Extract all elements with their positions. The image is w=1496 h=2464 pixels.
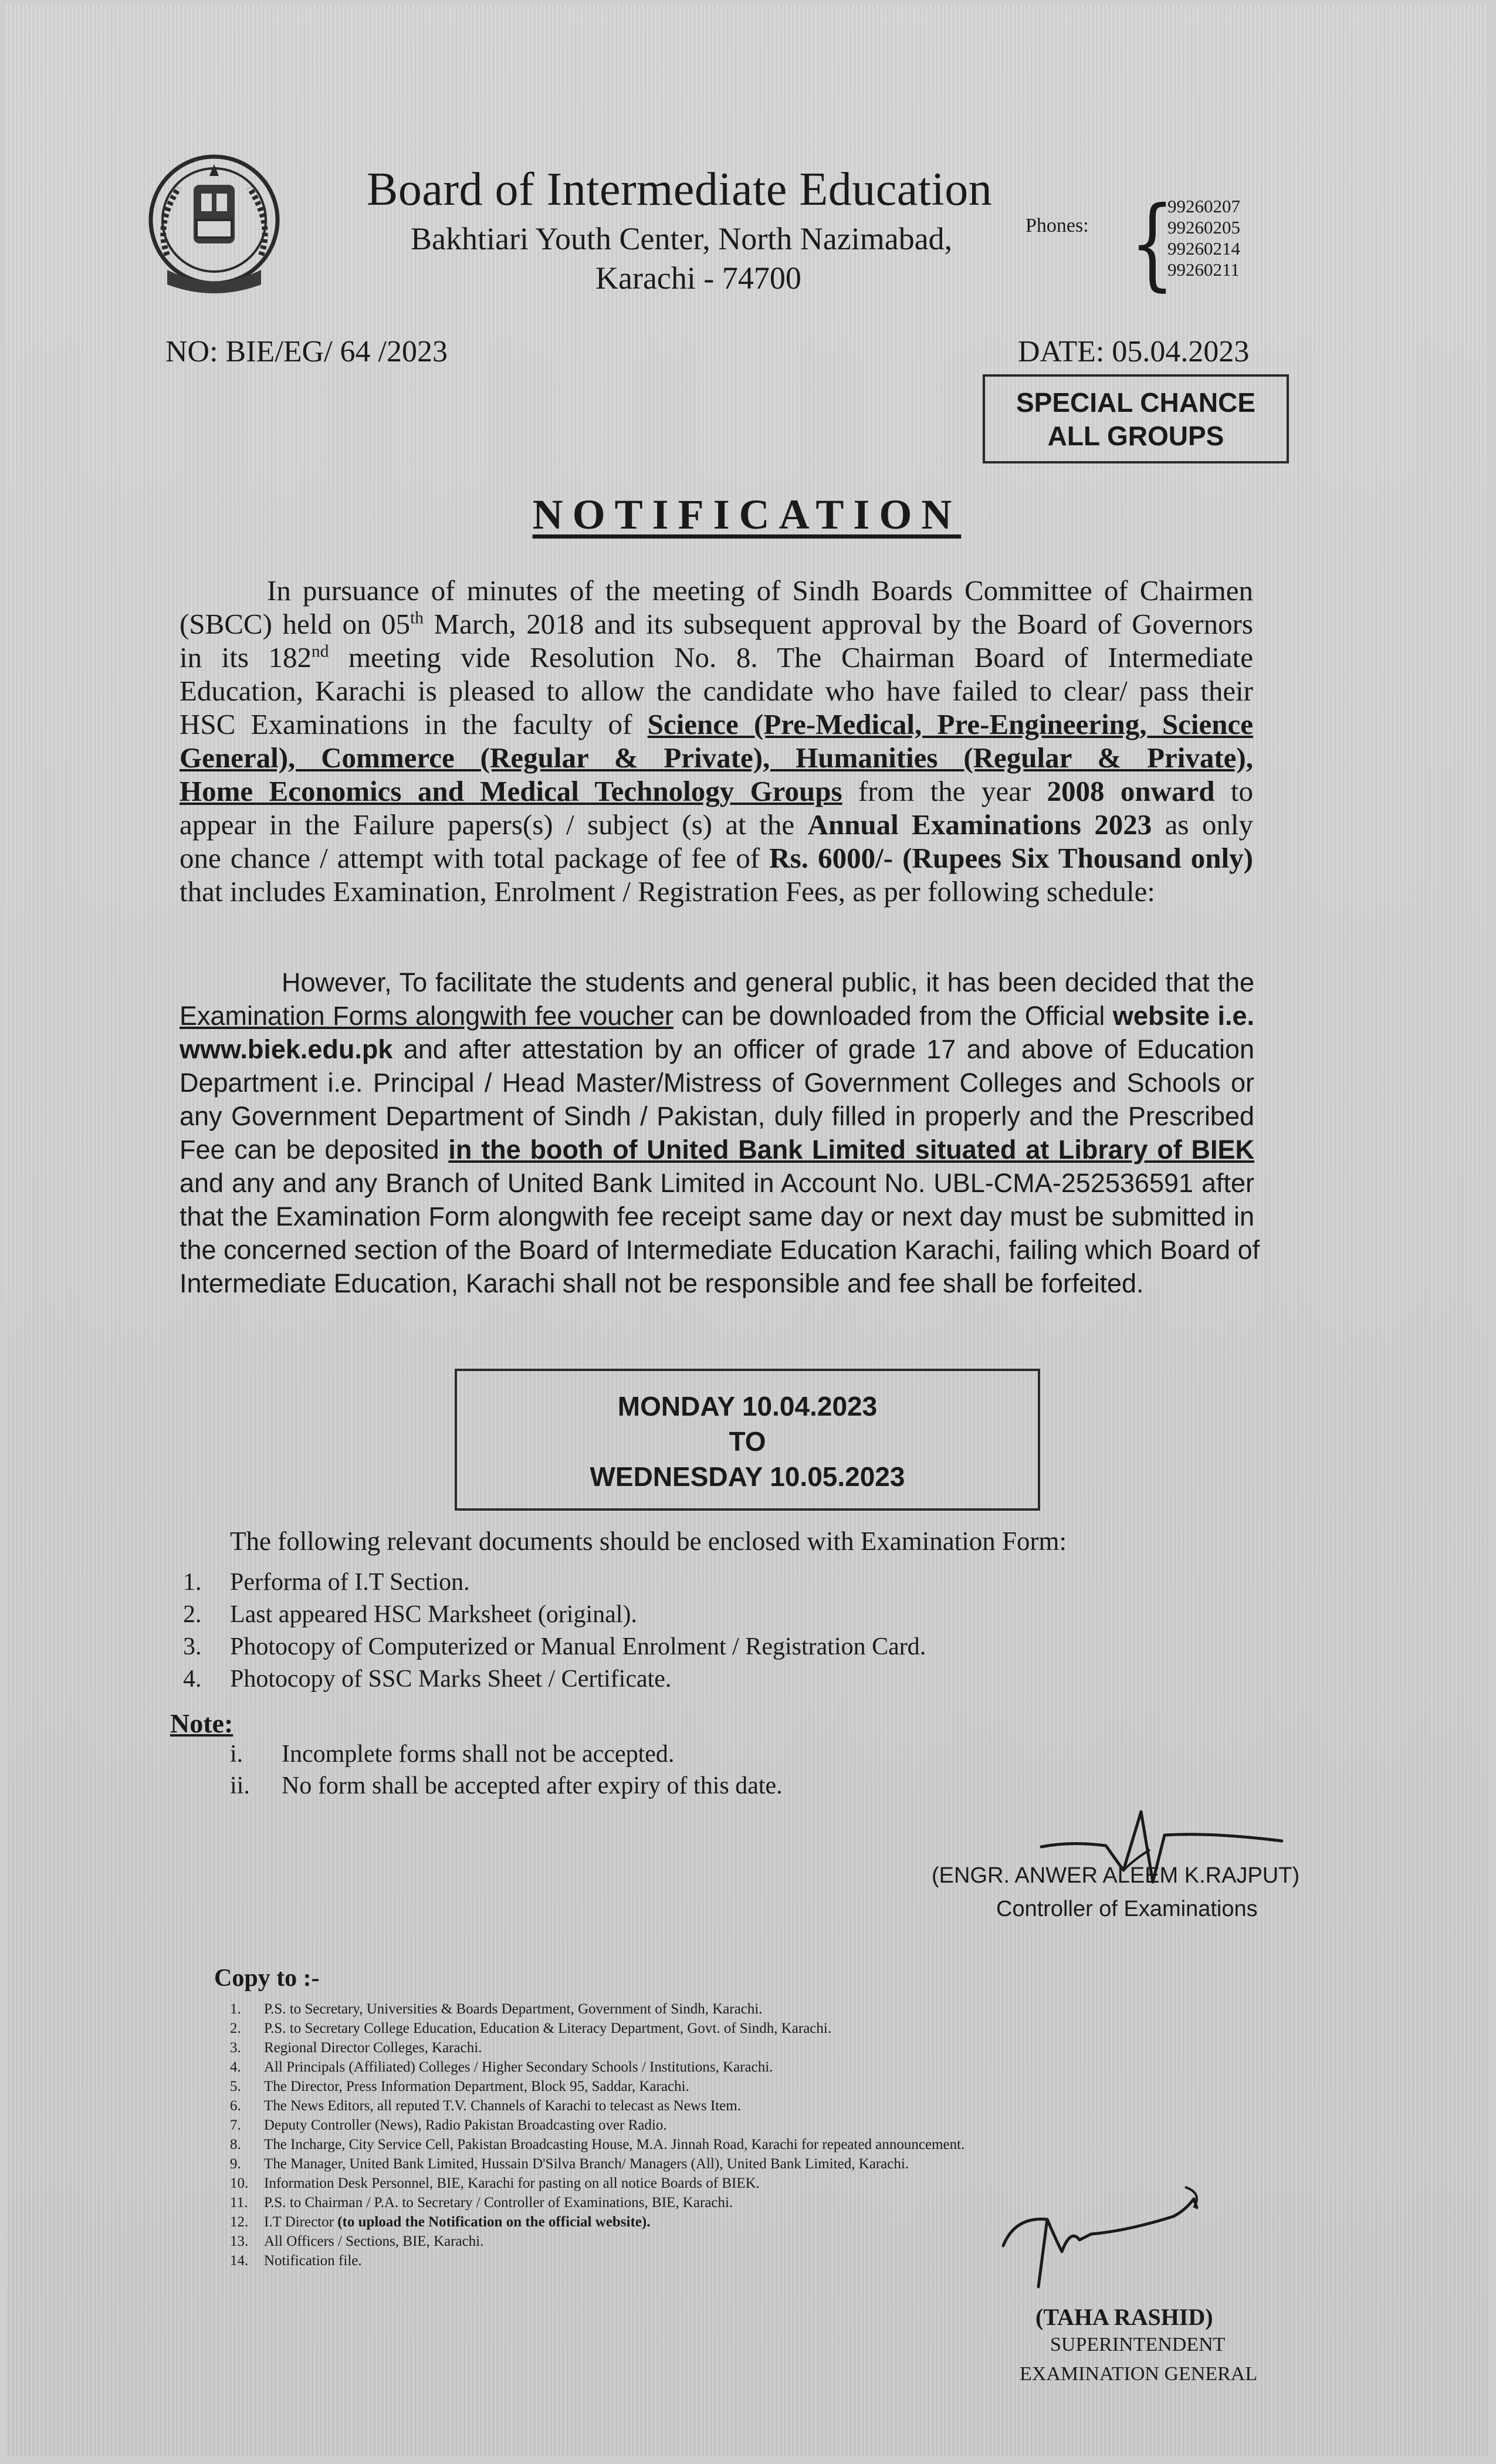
notification-date: DATE: 05.04.2023 xyxy=(1018,335,1250,368)
list-item: The Incharge, City Service Cell, Pakistan Broadcasting House, M.A. Jinnah Road, Karachi for repeated announcement. xyxy=(264,2137,965,2152)
special-box-line1: SPECIAL CHANCE xyxy=(1016,387,1256,418)
list-item: Photocopy of Computerized or Manual Enrolment / Registration Card. xyxy=(230,1633,926,1660)
para2-line: Intermediate Education, Karachi shall not be responsible and fee shall be forfeited. xyxy=(180,1268,1144,1298)
para2-line: and any and any Branch of United Bank Limited in Account No. UBL-CMA-252536591 after xyxy=(180,1168,1254,1198)
superintendent-department: EXAMINATION GENERAL xyxy=(1020,2363,1258,2385)
list-item: Performa of I.T Section. xyxy=(230,1569,470,1596)
para2-line: However, To facilitate the students and general public, it has been decided that the xyxy=(282,967,1254,997)
para2-line: that the Examination Form alongwith fee receipt same day or next day must be submitted in xyxy=(180,1201,1254,1231)
documents-intro: The following relevant documents should be enclosed with Examination Form: xyxy=(230,1527,1067,1556)
schedule-end: WEDNESDAY 10.05.2023 xyxy=(590,1461,905,1492)
list-item-number: ii. xyxy=(230,1772,250,1799)
para1-line: Home Economics and Medical Technology Groups from the year 2008 onward to xyxy=(180,775,1253,807)
list-item: Last appeared HSC Marksheet (original). xyxy=(230,1601,637,1628)
address-line2: Karachi - 74700 xyxy=(595,260,801,296)
list-item: Photocopy of SSC Marks Sheet / Certificate. xyxy=(230,1666,672,1693)
list-item: Regional Director Colleges, Karachi. xyxy=(264,2040,482,2056)
list-item-number: 9. xyxy=(230,2156,241,2172)
schedule-to: TO xyxy=(729,1426,766,1457)
controller-name: (ENGR. ANWER ALEEM K.RAJPUT) xyxy=(932,1863,1300,1888)
list-item-number: 4. xyxy=(230,2059,241,2075)
phone-number: 99260214 xyxy=(1167,238,1240,259)
list-item: No form shall be accepted after expiry of this date. xyxy=(282,1772,783,1799)
list-item-number: 2. xyxy=(183,1601,202,1628)
list-item-number: 14. xyxy=(230,2253,249,2269)
list-item: P.S. to Chairman / P.A. to Secretary / Controller of Examinations, BIE, Karachi. xyxy=(264,2195,733,2211)
superintendent-signature xyxy=(991,2175,1238,2293)
brace-icon: { xyxy=(1130,185,1175,302)
list-item-number: 1. xyxy=(183,1569,202,1596)
list-item-number: 13. xyxy=(230,2233,249,2249)
list-item-number: 2. xyxy=(230,2020,241,2036)
phone-number: 99260207 xyxy=(1167,196,1240,216)
para1-line: in its 182nd meeting vide Resolution No. 8. The Chairman Board of Intermediate xyxy=(180,641,1253,673)
para1-line: that includes Examination, Enrolment / Registration Fees, as per following schedule: xyxy=(180,875,1155,908)
board-emblem-logo xyxy=(144,153,285,302)
phones-label: Phones: xyxy=(1025,215,1089,236)
list-item-number: 3. xyxy=(183,1633,202,1660)
list-item: P.S. to Secretary, Universities & Boards Department, Government of Sindh, Karachi. xyxy=(264,2001,763,2017)
list-item: Incomplete forms shall not be accepted. xyxy=(282,1741,675,1768)
copy-to-label: Copy to :- xyxy=(214,1965,320,1992)
notification-page xyxy=(6,5,1488,2456)
list-item-number: 4. xyxy=(183,1666,202,1693)
para2-line: www.biek.edu.pk and after attestation by an officer of grade 17 and above of Education xyxy=(180,1034,1254,1064)
org-name: Board of Intermediate Education xyxy=(367,164,993,215)
list-item-number: 1. xyxy=(230,2001,241,2017)
schedule-start: MONDAY 10.04.2023 xyxy=(617,1391,878,1421)
special-chance-box xyxy=(983,374,1289,463)
phone-number: 99260211 xyxy=(1167,259,1240,280)
para1-line: appear in the Failure papers(s) / subject (s) at the Annual Examinations 2023 as only xyxy=(180,808,1253,841)
para1-line: Education, Karachi is pleased to allow the candidate who have failed to clear/ pass their xyxy=(180,675,1253,707)
address-line1: Bakhtiari Youth Center, North Nazimabad, xyxy=(411,221,953,256)
list-item: The News Editors, all reputed T.V. Channels of Karachi to telecast as News Item. xyxy=(264,2098,741,2114)
schedule-box xyxy=(455,1369,1040,1511)
para2-line: any Government Department of Sindh / Pakistan, duly filled in properly and the Prescribed xyxy=(180,1101,1254,1131)
para1-line: General), Commerce (Regular & Private), Humanities (Regular & Private), xyxy=(180,742,1253,774)
para1-line: (SBCC) held on 05th March, 2018 and its subsequent approval by the Board of Governors xyxy=(180,608,1254,640)
list-item-number: i. xyxy=(230,1741,243,1768)
list-item: P.S. to Secretary College Education, Education & Literacy Department, Govt. of Sindh, Karachi. xyxy=(264,2020,832,2036)
para2-line: Fee can be deposited in the booth of United Bank Limited situated at Library of BIEK xyxy=(180,1135,1254,1165)
para2-line: Department i.e. Principal / Head Master/Mistress of Government Colleges and Schools or xyxy=(180,1068,1254,1098)
list-item-number: 11. xyxy=(230,2195,248,2211)
superintendent-name: (TAHA RASHID) xyxy=(1035,2304,1213,2330)
controller-title: Controller of Examinations xyxy=(996,1897,1258,1921)
list-item: All Principals (Affiliated) Colleges / Higher Secondary Schools / Institutions, Karachi. xyxy=(264,2059,773,2075)
list-item: I.T Director (to upload the Notification on the official website). xyxy=(264,2214,651,2230)
special-box-line2: ALL GROUPS xyxy=(1047,421,1224,451)
list-item-number: 6. xyxy=(230,2098,241,2114)
list-item-number: 8. xyxy=(230,2137,241,2152)
list-item: Deputy Controller (News), Radio Pakistan Broadcasting over Radio. xyxy=(264,2117,667,2133)
list-item: The Manager, United Bank Limited, Hussain D'Silva Branch/ Managers (All), United Bank Limited, Karachi. xyxy=(264,2156,909,2172)
phone-number: 99260205 xyxy=(1167,217,1240,238)
para2-line: Examination Forms alongwith fee voucher can be downloaded from the Official website i.e. xyxy=(180,1001,1255,1031)
reference-number: NO: BIE/EG/ 64 /2023 xyxy=(165,335,448,368)
list-item-number: 10. xyxy=(230,2175,249,2191)
para1-line: one chance / attempt with total package of fee of Rs. 6000/- (Rupees Six Thousand only) xyxy=(180,842,1253,874)
para2-line: the concerned section of the Board of Intermediate Education Karachi, failing which Board of xyxy=(180,1235,1260,1265)
list-item-number: 5. xyxy=(230,2079,241,2094)
list-item: All Officers / Sections, BIE, Karachi. xyxy=(264,2233,484,2249)
list-item: The Director, Press Information Department, Block 95, Saddar, Karachi. xyxy=(264,2079,689,2094)
list-item-number: 3. xyxy=(230,2040,241,2056)
list-item: Notification file. xyxy=(264,2253,362,2269)
para1-line: In pursuance of minutes of the meeting of Sindh Boards Committee of Chairmen xyxy=(267,574,1253,607)
para1-line: HSC Examinations in the faculty of Science (Pre-Medical, Pre-Engineering, Science xyxy=(180,708,1253,740)
list-item-number: 12. xyxy=(230,2214,249,2230)
list-item-number: 7. xyxy=(230,2117,241,2133)
list-item: Information Desk Personnel, BIE, Karachi for pasting on all notice Boards of BIEK. xyxy=(264,2175,760,2191)
page-title: NOTIFICATION xyxy=(532,491,962,538)
note-label: Note: xyxy=(170,1708,233,1738)
superintendent-title: SUPERINTENDENT xyxy=(1050,2334,1226,2355)
